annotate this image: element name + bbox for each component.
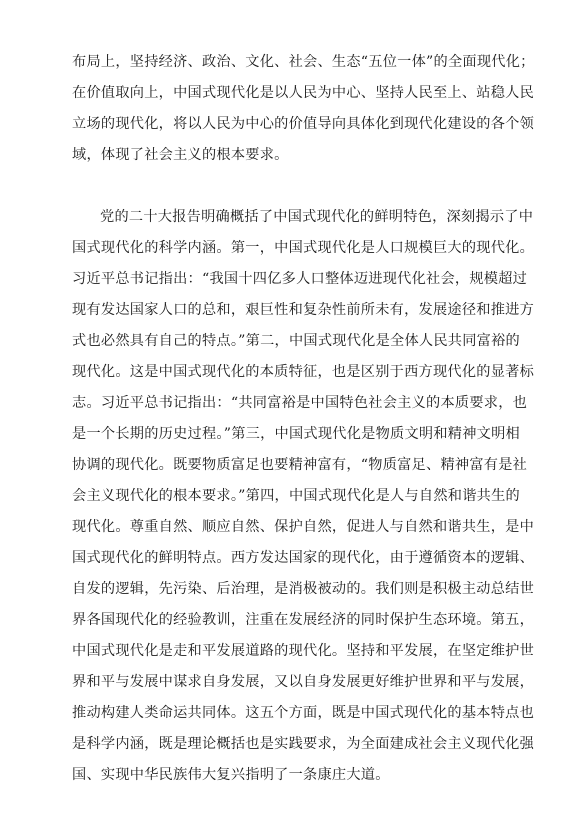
text-line: 是科学内涵，既是理论概括也是实践要求，为全面建成社会主义现代化强	[72, 736, 535, 752]
text-line: 习近平总书记指出：“我国十四亿多人口整体迈进现代化社会，规模超过	[72, 271, 528, 287]
text-line: 自发的逻辑，先污染、后治理，是消极被动的。我们则是积极主动总结世	[72, 581, 535, 597]
paragraph-continuation	[72, 47, 535, 171]
text-line: 现代化。尊重自然、顺应自然、保护自然，促进人与自然和谐共生，是中	[72, 519, 535, 535]
text-line: 现有发达国家人口的总和，艰巨性和复杂性前所未有，发展途径和推进方	[72, 302, 535, 318]
text-line: 国式现代化的科学内涵。第一，中国式现代化是人口规模巨大的现代化。	[72, 240, 535, 256]
text-line: 是一个长期的历史过程。”第三，中国式现代化是物质文明和精神文明相	[72, 426, 520, 442]
text-line: 会主义现代化的根本要求。”第四，中国式现代化是人与自然和谐共生的	[72, 488, 520, 504]
text-line: 中国式现代化是走和平发展道路的现代化。坚持和平发展，在坚定维护世	[72, 643, 535, 659]
paragraph-features	[72, 202, 535, 792]
text-line: 协调的现代化。既要物质富足也要精神富有，“物质富足、精神富有是社	[72, 457, 528, 473]
text-line: 布局上，坚持经济、政治、文化、社会、生态“五位一体”的全面现代化；	[72, 54, 535, 70]
text-line: 界各国现代化的经验教训，注重在发展经济的同时保护生态环境。第五，	[72, 612, 535, 628]
text-line: 域，体现了社会主义的根本要求。	[72, 147, 289, 163]
text-line: 在价值取向上，中国式现代化是以人民为中心、坚持人民至上、站稳人民	[72, 85, 535, 101]
text-line: 界和平与发展中谋求自身发展，又以自身发展更好维护世界和平与发展，	[72, 674, 535, 690]
text-line: 志。习近平总书记指出：“共同富裕是中国特色社会主义的本质要求，也	[72, 395, 528, 411]
text-line: 推动构建人类命运共同体。这五个方面，既是中国式现代化的基本特点也	[72, 705, 535, 721]
text-line: 党的二十大报告明确概括了中国式现代化的鲜明特色，深刻揭示了中	[100, 209, 534, 225]
text-line: 国式现代化的鲜明特点。西方发达国家的现代化，由于遵循资本的逻辑、	[72, 550, 535, 566]
text-line: 现代化。这是中国式现代化的本质特征，也是区别于西方现代化的显著标	[72, 364, 535, 380]
text-line: 式也必然具有自己的特点。”第二，中国式现代化是全体人民共同富裕的	[72, 333, 520, 349]
text-line: 国、实现中华民族伟大复兴指明了一条康庄大道。	[72, 767, 390, 783]
text-line: 立场的现代化，将以人民为中心的价值导向具体化到现代化建设的各个领	[72, 116, 535, 132]
